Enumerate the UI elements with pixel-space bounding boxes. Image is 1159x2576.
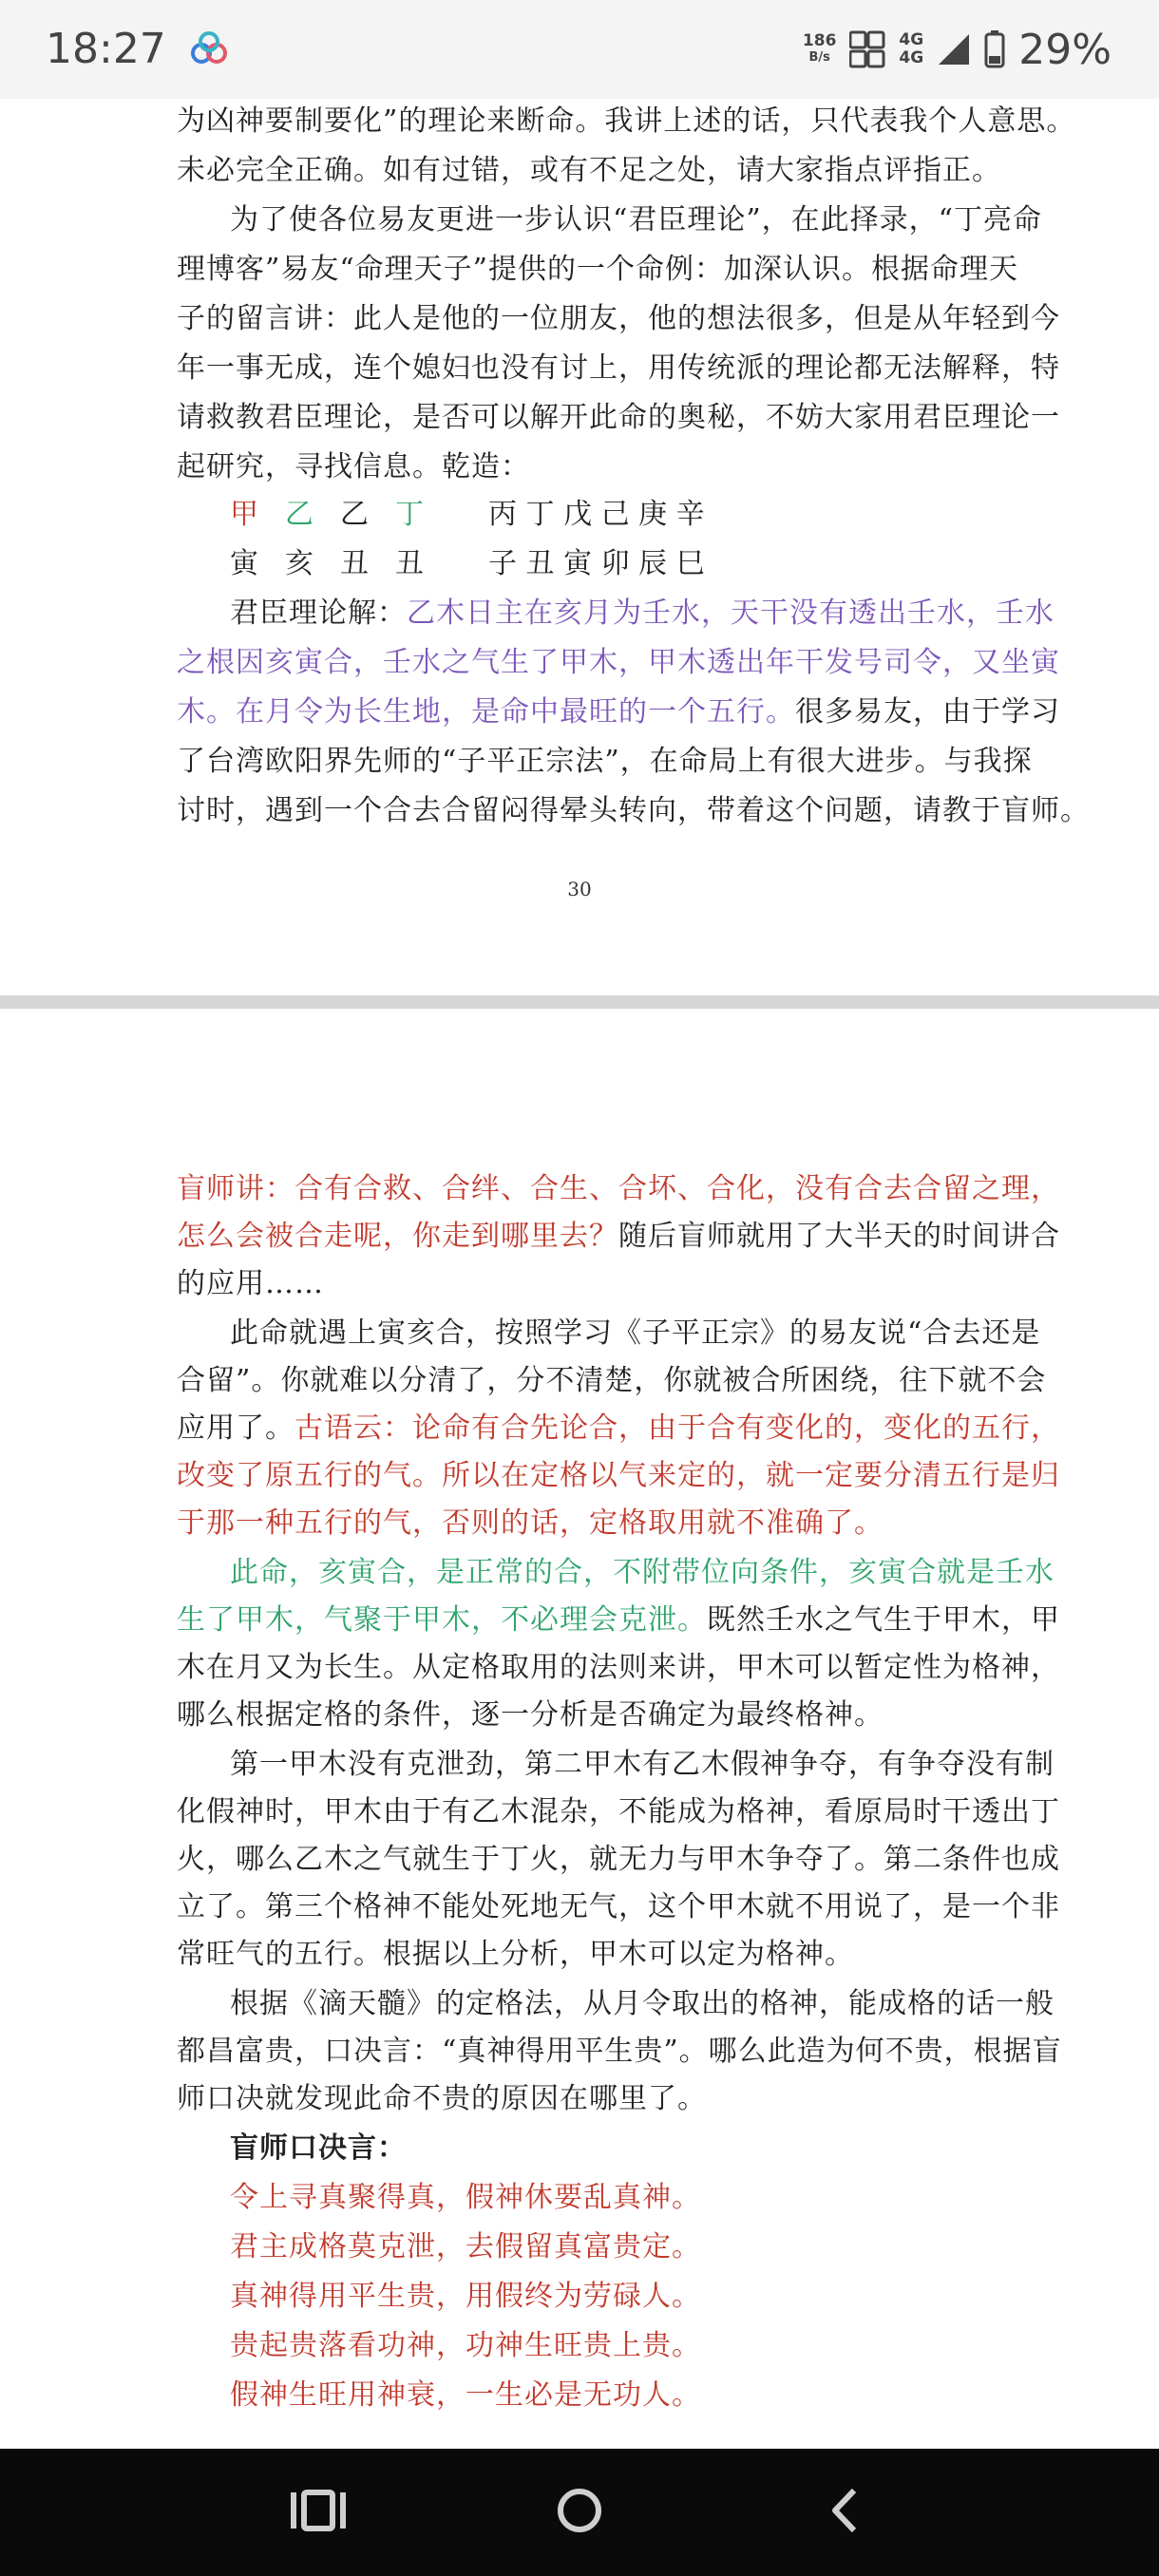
text-span: 既然壬水之气生于甲木，甲 (707, 1603, 1060, 1637)
sim2-type: 4G (899, 48, 924, 67)
app-notification-icon (186, 30, 232, 68)
analysis-text: 木。在月令为长生地， (177, 695, 471, 729)
analysis-line: 讨时，遇到一个合去合留闷得晕头转向，带着这个问题，请教于盲师。 (177, 794, 1090, 827)
text-line: 起研究，寻找信息。乾造： (177, 450, 530, 483)
text-line: 师口决就发现此命不贵的原因在哪里了。 (177, 2082, 707, 2115)
text-line: 木在月又为长生。从定格取用的法则来讲，甲木可以暂定性为格神， (177, 1651, 1060, 1684)
text-span: 古语云：论命有合先论合，由于合有变化的，变化的五行， (294, 1411, 1060, 1445)
verse-line: 真神得用平生贵，用假终为劳碌人。 (230, 2280, 701, 2313)
navigation-bar (0, 2449, 1159, 2576)
status-icons (803, 23, 1112, 76)
document-page-31 (0, 1009, 1159, 2449)
verse-line: 令上寻真聚得真，假神休要乱真神。 (230, 2181, 701, 2214)
text-span: 生了甲木，气聚于甲木，不必理会克泄。 (177, 1603, 707, 1637)
text-line: 常旺气的五行。根据以上分析，甲木可以定为格神。 (177, 1938, 854, 1971)
verse-line: 假神生旺用神衰，一生必是无功人。 (230, 2378, 701, 2412)
home-icon[interactable] (546, 2477, 613, 2544)
text-line: 于那一种五行的气，否则的话，定格取用就不准确了。 (177, 1506, 884, 1540)
chart-stem-day: 乙 (340, 498, 369, 531)
text-span: 怎么会被合走呢，你走到哪里去？ (177, 1220, 618, 1253)
analysis-line (177, 595, 1054, 633)
network-rate-unit: B/s (808, 50, 830, 65)
analysis-line: 之根因亥寅合，壬水之气生了甲木，甲木透出年干发号司令，又坐寅 (177, 646, 1060, 679)
text-line: 为凶神要制要化”的理论来断命。我讲上述的话，只代表我个人意思。 (177, 104, 1076, 138)
analysis-line (177, 693, 1060, 731)
signal-icon (937, 32, 971, 66)
text-line: 哪么根据定格的条件，逐一分析是否确定为最终格神。 (177, 1698, 884, 1732)
text-line (177, 1218, 1060, 1256)
battery-icon (984, 30, 1005, 68)
chart-branch-year: 寅 (230, 547, 258, 580)
text-line: 此命就遇上寅亥合，按照学习《子平正宗》的易友说“合去还是 (230, 1316, 1041, 1350)
page-number: 30 (567, 878, 592, 900)
document-page-30 (0, 99, 1159, 995)
chart-stem-year: 甲 (230, 498, 258, 531)
status-time: 18:27 (46, 25, 166, 73)
analysis-label: 君臣理论解： (230, 597, 407, 630)
network-type (899, 31, 923, 67)
text-line: 未必完全正确。如有过错，或有不足之处，请大家指点评指正。 (177, 154, 1001, 187)
verse-line: 贵起贵落看功神，功神生旺贵上贵。 (230, 2329, 701, 2362)
text-span: 随后盲师就用了大半天的时间讲合 (618, 1220, 1060, 1253)
text-line: 子的留言讲：此人是他的一位朋友，他的想法很多，但是从年轻到今 (177, 302, 1060, 335)
chart-stem-hour: 丁 (395, 498, 424, 531)
chart-branch-hour: 丑 (395, 547, 424, 580)
text-line: 盲师讲：合有合救、合绊、合生、合坏、合化，没有合去合留之理， (177, 1172, 1060, 1205)
analysis-line: 了台湾欧阳界先师的“子平正宗法”，在命局上有很大进步。与我探 (177, 745, 1033, 778)
text-line: 此命，亥寅合，是正常的合，不附带位向条件，亥寅合就是壬水 (230, 1556, 1054, 1589)
status-bar (0, 0, 1159, 99)
analysis-text: 是命中最旺的一个五行。 (471, 695, 795, 729)
battery-percent: 29% (1018, 25, 1112, 74)
network-rate (803, 32, 837, 66)
text-line: 请救教君臣理论，是否可以解开此命的奥秘，不妨大家用君臣理论一 (177, 401, 1060, 434)
text-line: 年一事无成，连个媳妇也没有讨上，用传统派的理论都无法解释，特 (177, 351, 1060, 385)
text-line: 第一甲木没有克泄劲，第二甲木有乙木假神争夺，有争夺没有制 (230, 1748, 1054, 1781)
analysis-text: 乙木日主在亥月为壬水，天干没有透出壬水，壬水 (407, 597, 1054, 630)
recent-apps-icon[interactable] (285, 2477, 352, 2544)
text-line (177, 1410, 1060, 1448)
chart-luck-stems: 丙 丁 戊 己 庚 辛 (488, 498, 705, 531)
text-line: 都昌富贵，口决言：“真神得用平生贵”。哪么此造为何不贵，根据盲 (177, 2035, 1062, 2068)
hd-sim-icon (849, 30, 885, 68)
back-icon[interactable] (812, 2477, 879, 2544)
text-line: 火，哪么乙木之气就生于丁火，就无力与甲木争夺了。第二条件也成 (177, 1843, 1060, 1876)
chart-luck-branches: 子 丑 寅 卯 辰 巳 (488, 547, 705, 580)
text-line: 为了使各位易友更进一步认识“君臣理论”，在此择录，“丁亮命 (230, 203, 1043, 237)
page-separator (0, 995, 1159, 1009)
verse-line: 君主成格莫克泄，去假留真富贵定。 (230, 2230, 701, 2263)
text-line: 立了。第三个格神不能处死地无气，这个甲木就不用说了，是一个非 (177, 1890, 1060, 1923)
analysis-text: 很多易友，由于学习 (795, 695, 1060, 729)
chart-branch-month: 亥 (285, 547, 314, 580)
section-heading: 盲师口决言： (230, 2131, 407, 2165)
text-line: 根据《滴天髓》的定格法，从月令取出的格神，能成格的话一般 (230, 1987, 1054, 2020)
chart-branch-day: 丑 (340, 547, 369, 580)
chart-stem-month: 乙 (285, 498, 314, 531)
text-line: 化假神时，甲木由于有乙木混杂，不能成为格神，看原局时干透出丁 (177, 1795, 1060, 1828)
text-span: 应用了。 (177, 1411, 294, 1445)
text-line: 的应用…… (177, 1267, 324, 1300)
text-line: 合留”。你就难以分清了，分不清楚，你就被合所困绕，往下就不会 (177, 1364, 1047, 1397)
text-line (177, 1601, 1060, 1639)
network-rate-value: 186 (802, 31, 837, 50)
text-line: 理博客”易友“命理天子”提供的一个命例：加深认识。根据命理天 (177, 253, 1019, 286)
sim1-type: 4G (899, 30, 924, 49)
text-line: 改变了原五行的气。所以在定格以气来定的，就一定要分清五行是归 (177, 1459, 1060, 1492)
